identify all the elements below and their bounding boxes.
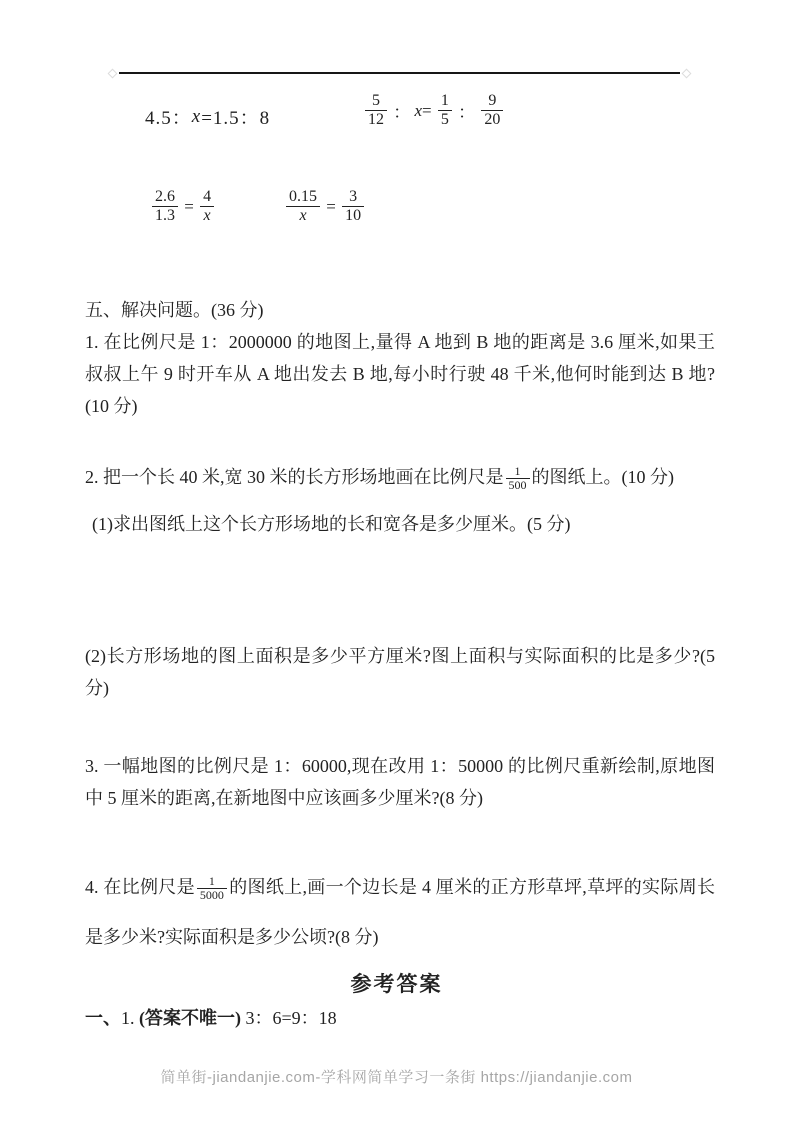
answer-note: (答案不唯一): [139, 1008, 246, 1028]
fraction: [152, 188, 178, 226]
fraction-denominator: 10: [345, 207, 362, 225]
fraction: [342, 188, 364, 226]
section-divider-line: [119, 72, 680, 74]
fraction-numerator: 1: [438, 92, 452, 111]
equals-sign: =: [184, 196, 194, 216]
variable-x: x: [414, 100, 423, 120]
equals-sign: =: [326, 196, 336, 216]
question-2-text-post: 的图纸上。(10 分): [531, 467, 674, 487]
equation-solve-x-1: [145, 103, 270, 130]
ratio-colon: ：: [458, 103, 476, 123]
fraction: [438, 92, 452, 130]
equation-text: 4.5：: [145, 108, 192, 129]
question-2-text-pre: 2. 把一个长 40 米,宽 30 米的长方形场地画在比例尺是: [85, 467, 504, 487]
question-2-sub1: (1)求出图纸上这个长方形场地的长和宽各是多少厘米。(5 分): [92, 514, 571, 534]
answers-title: 参考答案: [350, 972, 443, 996]
fraction-numerator: 4: [200, 188, 214, 207]
fraction-denominator: 5: [440, 111, 449, 129]
question-4-text-post: 的图纸上,画一个边长是 4 厘米的正方形草坪,草坪的实际周长是多少米?实际面积是多少公顷?(8 分): [85, 877, 716, 947]
footer-watermark: 简单街-jiandanjie.com-学科网简单学习一条街 https://jiandanjie.com: [160, 1069, 633, 1086]
question-4: [85, 862, 715, 962]
fraction-denominator: 1.3: [155, 207, 175, 225]
fraction-numerator: 9: [481, 92, 503, 111]
fraction-denominator: x: [203, 207, 211, 225]
section-heading: 五、解决问题。(36 分): [85, 300, 264, 320]
fraction-denominator: 5000: [199, 888, 224, 903]
fraction-numerator: 5: [365, 92, 387, 111]
question-1: 1. 在比例尺是 1：2000000 的地图上,量得 A 地到 B 地的距离是 3.6 厘米,如果王叔叔上午 9 时开车从 A 地出发去 B 地,每小时行驶 48 千米,他何时能到达 B 地?(10 分): [85, 332, 715, 416]
fraction-denominator: 20: [484, 111, 501, 129]
fraction-numerator: 2.6: [152, 188, 178, 207]
equation-text: =1.5：8: [201, 108, 271, 129]
divider-end-mark-right: [682, 69, 692, 79]
question-3: 3. 一幅地图的比例尺是 1：60000,现在改用 1：50000 的比例尺重新绘制,原地图中 5 厘米的距离,在新地图中应该画多少厘米?(8 分): [85, 756, 715, 808]
equals-sign: =: [422, 100, 432, 120]
equation-solve-x-4: [284, 188, 366, 226]
fraction-numerator: 3: [342, 188, 364, 207]
fraction-denominator: 500: [508, 478, 527, 493]
fraction: [481, 92, 503, 130]
fraction-denominator: 12: [368, 111, 384, 129]
variable-x: x: [191, 105, 202, 127]
question-4-text-pre: 4. 在比例尺是: [85, 877, 195, 897]
question-2: [85, 454, 725, 500]
fraction-denominator: x: [299, 207, 307, 225]
equation-solve-x-3: [150, 188, 216, 226]
fraction-numerator: 1: [506, 465, 530, 479]
fraction: [200, 188, 214, 226]
ratio-colon: ：: [393, 103, 411, 123]
answer-number: 1.: [121, 1008, 139, 1028]
answer-section-marker: 一、: [85, 1008, 121, 1028]
question-2-sub2: (2)长方形场地的图上面积是多少平方厘米?图上面积与实际面积的比是多少?(5 分): [85, 646, 715, 698]
equation-solve-x-2: [363, 92, 505, 130]
fraction-numerator: 0.15: [286, 188, 320, 207]
fraction: [365, 92, 387, 130]
fraction-numerator: 1: [197, 875, 227, 889]
divider-end-mark-left: [108, 69, 118, 79]
answer-line-1: [85, 1004, 337, 1030]
fraction: [506, 465, 530, 492]
fraction: [197, 875, 227, 902]
fraction: [286, 188, 320, 226]
answer-equation: 3：6=9：18: [245, 1008, 337, 1028]
